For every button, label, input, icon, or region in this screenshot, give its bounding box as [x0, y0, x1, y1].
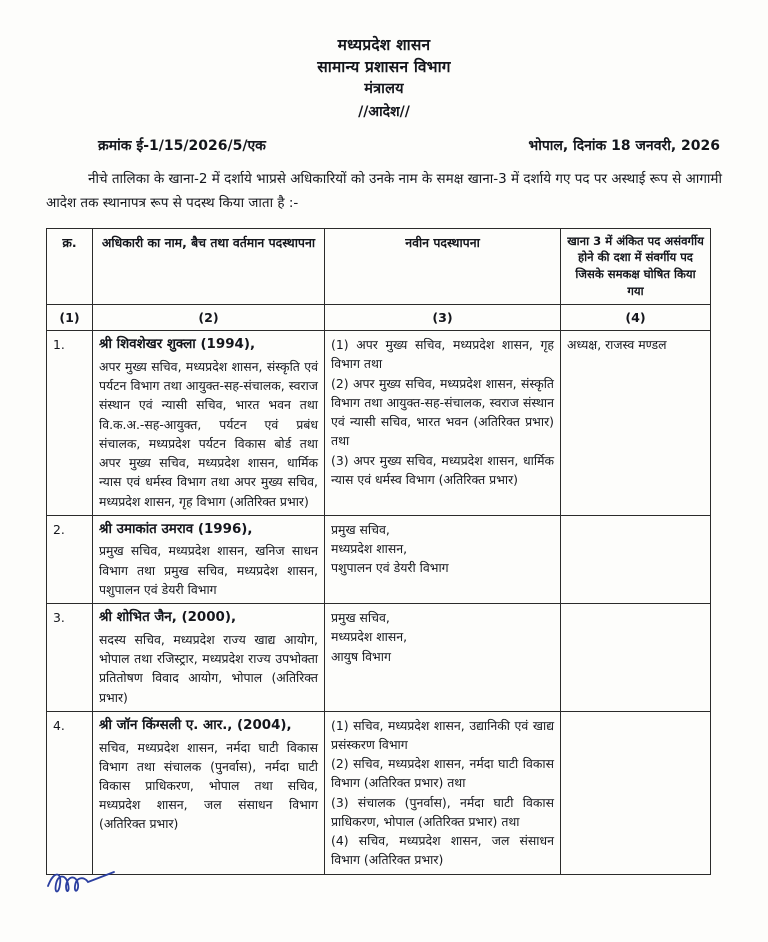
header-order-label: //आदेश// — [358, 103, 410, 120]
table-row — [47, 711, 711, 874]
header-officer-name: अधिकारी का नाम, बैच तथा वर्तमान पदस्थापना — [93, 228, 325, 304]
officer-current-posting: सचिव, मध्यप्रदेश शासन, नर्मदा घाटी विकास विभाग तथा संचालक (पुनर्वास), नर्मदा घाटी विकास प्राधिकरण, भोपाल तथा सचिव, मध्यप्रदेश शासन, जल संसाधन विभाग (अतिरिक्त प्रभार) — [99, 739, 318, 832]
row-serial: 4. — [47, 711, 93, 874]
new-posting-line: (2) सचिव, मध्यप्रदेश शासन, नर्मदा घाटी विकास विभाग (अतिरिक्त प्रभार) तथा — [331, 756, 554, 791]
row-new-posting-cell — [325, 604, 561, 712]
new-posting-line: (2) अपर मुख्य सचिव, मध्यप्रदेश शासन, संस्कृति विभाग तथा आयुक्त-सह-संचालक, स्वराज संस्थान एवं न्यासी सचिव, भारत भवन (अतिरिक्त प्रभार) तथा — [331, 375, 554, 449]
officer-current-posting: प्रमुख सचिव, मध्यप्रदेश शासन, खनिज साधन विभाग तथा प्रमुख सचिव, मध्यप्रदेश शासन, पशुपालन एवं डेयरी विभाग — [99, 543, 318, 597]
officer-name: श्री शिवशेखर शुक्ला (1994), — [99, 337, 256, 353]
row-equivalent-post-cell — [561, 515, 711, 603]
row-new-posting-cell — [325, 515, 561, 603]
row-new-posting-cell — [325, 331, 561, 516]
new-posting-line: (1) सचिव, मध्यप्रदेश शासन, उद्यानिकी एवं खाद्य प्रसंस्करण विभाग — [331, 717, 554, 752]
table-row — [47, 515, 711, 603]
table-column-number-row — [47, 304, 711, 331]
signature-mark — [44, 864, 122, 904]
table-row — [47, 331, 711, 516]
row-officer-cell — [93, 604, 325, 712]
col-number-4: (4) — [561, 304, 711, 331]
place-and-date: भोपाल, दिनांक 18 जनवरी, 2026 — [528, 138, 720, 155]
header-new-posting: नवीन पदस्थापना — [325, 228, 561, 304]
col-number-1: (1) — [47, 304, 93, 331]
new-posting-line: प्रमुख सचिव, — [331, 521, 390, 537]
meta-row — [40, 136, 728, 155]
new-posting-line: (1) अपर मुख्य सचिव, मध्यप्रदेश शासन, गृह विभाग तथा — [331, 337, 554, 372]
header-line-department: सामान्य प्रशासन विभाग — [317, 58, 451, 77]
header-line-secretariat: मंत्रालय — [364, 80, 404, 97]
row-serial: 2. — [47, 515, 93, 603]
table-body — [47, 331, 711, 874]
new-posting-line: (4) सचिव, मध्यप्रदेश शासन, जल संसाधन विभाग (अतिरिक्त प्रभार) — [331, 833, 554, 868]
intro-text: नीचे तालिका के खाना-2 में दर्शाये भाप्रसे अधिकारियों को उनके नाम के समक्ष खाना-3 में दर्शाये गए पद पर अस्थाई रूप से आगामी आदेश तक स्थानापत्र रूप से पदस्थ किया जाता है :- — [46, 171, 722, 211]
postings-table — [46, 228, 711, 875]
col-number-3: (3) — [325, 304, 561, 331]
officer-current-posting: अपर मुख्य सचिव, मध्यप्रदेश शासन, संस्कृति एवं पर्यटन विभाग तथा आयुक्त-सह-संचालक, स्वराज संस्थान एवं न्यासी सचिव, भारत भवन तथा वि.क.अ.-सह-आयुक्त, पर्यटन एवं प्रबंध संचालक, मध्यप्रदेश पर्यटन विकास बोर्ड तथा अपर मुख्य सचिव, मध्यप्रदेश शासन, धार्मिक न्यास एवं धर्मस्व विभाग तथा अपर मुख्य सचिव, मध्यप्रदेश शासन, गृह विभाग (अतिरिक्त प्रभार) — [99, 358, 318, 509]
table-header-row — [47, 228, 711, 304]
officer-current-posting: सदस्य सचिव, मध्यप्रदेश राज्य खाद्य आयोग, भोपाल तथा रजिस्ट्रार, मध्यप्रदेश राज्य उपभोक्ता प्रतितोषण विवाद आयोग, भोपाल (अतिरिक्त प्रभार) — [99, 631, 318, 705]
intro-paragraph — [40, 168, 728, 215]
new-posting-line: मध्यप्रदेश शासन, — [331, 540, 408, 556]
row-serial: 1. — [47, 331, 93, 516]
new-posting-line: (3) अपर मुख्य सचिव, मध्यप्रदेश शासन, धार्मिक न्यास एवं धर्मस्व विभाग (अतिरिक्त प्रभार) — [331, 452, 554, 487]
col-number-2: (2) — [93, 304, 325, 331]
officer-name: श्री जॉन किंग्सली ए. आर., (2004), — [99, 717, 292, 733]
row-serial: 3. — [47, 604, 93, 712]
new-posting-line: पशुपालन एवं डेयरी विभाग — [331, 560, 449, 576]
document-header — [40, 34, 728, 122]
header-sr: क्र. — [47, 228, 93, 304]
row-officer-cell — [93, 711, 325, 874]
header-equivalent-post-note: खाना 3 में अंकित पद असंवर्गीय होने की दशा में संवर्गीय पद जिसके समकक्ष घोषित किया गया — [561, 228, 711, 304]
row-officer-cell — [93, 331, 325, 516]
row-new-posting-cell — [325, 711, 561, 874]
officer-name: श्री उमाकांत उमराव (1996), — [99, 521, 253, 537]
officer-name: श्री शोभित जैन, (2000), — [99, 610, 237, 626]
order-number: क्रमांक ई-1/15/2026/5/एक — [98, 138, 266, 155]
new-posting-line: मध्यप्रदेश शासन, — [331, 629, 408, 645]
row-equivalent-post-cell: अध्यक्ष, राजस्व मण्डल — [561, 331, 711, 516]
new-posting-line: प्रमुख सचिव, — [331, 610, 390, 626]
row-officer-cell — [93, 515, 325, 603]
new-posting-line: (3) संचालक (पुनर्वास), नर्मदा घाटी विकास प्राधिकरण, भोपाल (अतिरिक्त प्रभार) तथा — [331, 794, 554, 829]
table-row — [47, 604, 711, 712]
row-equivalent-post-cell — [561, 604, 711, 712]
new-posting-line: आयुष विभाग — [331, 648, 391, 664]
table-head — [47, 228, 711, 331]
header-line-government: मध्यप्रदेश शासन — [337, 36, 431, 54]
row-equivalent-post-cell — [561, 711, 711, 874]
